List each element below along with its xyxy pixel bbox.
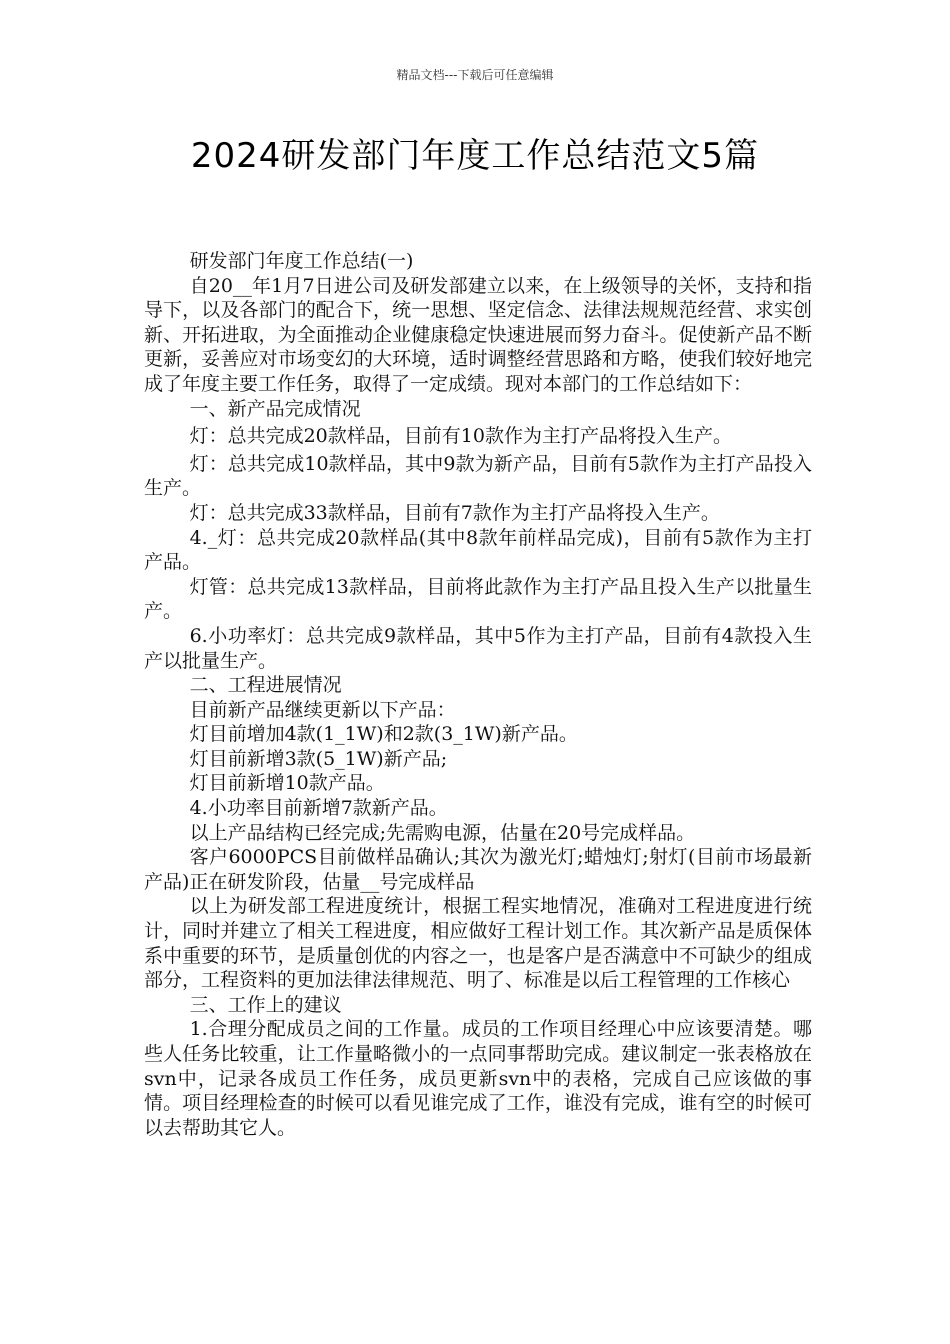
section-heading-suggestions: 三、工作上的建议	[189, 993, 342, 1016]
product-item-3: 灯：总共完成33款样品，目前有7款作为主打产品将投入生产。	[189, 501, 720, 524]
progress-intro: 目前新产品继续更新以下产品：	[189, 698, 456, 721]
page-header: 精品文档---下载后可任意编辑	[396, 68, 554, 82]
product-item-5: 灯管：总共完成13款样品，目前将此款作为主打产品且投入生产以批量生产。	[144, 575, 812, 623]
document-title: 2024研发部门年度工作总结范文5篇	[190, 136, 760, 176]
progress-item-3: 灯目前新增10款产品。	[189, 772, 385, 795]
progress-item-2: 灯目前新增3款(5_1W)新产品;	[189, 747, 448, 770]
document-body	[144, 249, 812, 1140]
product-item-2: 灯：总共完成10款样品，其中9款为新产品，目前有5款作为主打产品投入生产。	[144, 452, 812, 500]
progress-item-4: 4.小功率目前新增7款新产品。	[189, 797, 448, 820]
section-heading-new-products: 一、新产品完成情况	[189, 397, 361, 420]
progress-note-2: 客户6000PCS目前做样品确认;其次为激光灯;蜡烛灯;射灯(目前市场最新产品)正在研发阶段，估量__号完成样品	[144, 846, 812, 893]
progress-note-1: 以上产品结构已经完成;先需购电源，估量在20号完成样品。	[189, 821, 696, 844]
intro-paragraph: 自20__年1月7日进公司及研发部建立以来，在上级领导的关怀，支持和指导下，以及各部门的配合下，统一思想、坚定信念、法律法规规范经营、求实创新、开拓进取，为全面推动企业健康稳定快速进展而努力奋斗。促使新产品不断更新，妥善应对市场变幻的大环境，适时调整经营思路和方略，使我们较好地完成了年度主要工作任务，取得了一定成绩。现对本部门的工作总结如下：	[144, 274, 812, 395]
section-subtitle: 研发部门年度工作总结(一)	[189, 250, 414, 272]
progress-summary: 以上为研发部工程进度统计，根据工程实地情况，准确对工程进度进行统计，同时并建立了相关工程进度，相应做好工程计划工作。其次新产品是质保体系中重要的环节，是质量创优的内容之一，也是客户是否满意中不可缺少的组成部分，工程资料的更加法律法律规范、明了、标准是以后工程管理的工作核心	[144, 895, 812, 992]
section-heading-progress: 二、工程进展情况	[189, 674, 342, 697]
product-item-4: 4._灯：总共完成20款样品(其中8款年前样品完成)，目前有5款作为主打产品。	[144, 526, 812, 574]
suggestion-item-1: 1.合理分配成员之间的工作量。成员的工作项目经理心中应该要清楚。哪些人任务比较重，让工作量略微小的一点同事帮助完成。建议制定一张表格放在svn中，记录各成员工作任务，成员更新svn中的表格，完成自己应该做的事情。项目经理检查的时候可以看见谁完成了工作，谁没有完成，谁有空的时候可以去帮助其它人。	[144, 1018, 812, 1139]
product-item-6: 6.小功率灯：总共完成9款样品，其中5作为主打产品，目前有4款投入生产以批量生产。	[144, 624, 812, 672]
progress-item-1: 灯目前增加4款(1_1W)和2款(3_1W)新产品。	[189, 723, 578, 746]
product-item-1: 灯：总共完成20款样品，目前有10款作为主打产品将投入生产。	[189, 425, 732, 448]
